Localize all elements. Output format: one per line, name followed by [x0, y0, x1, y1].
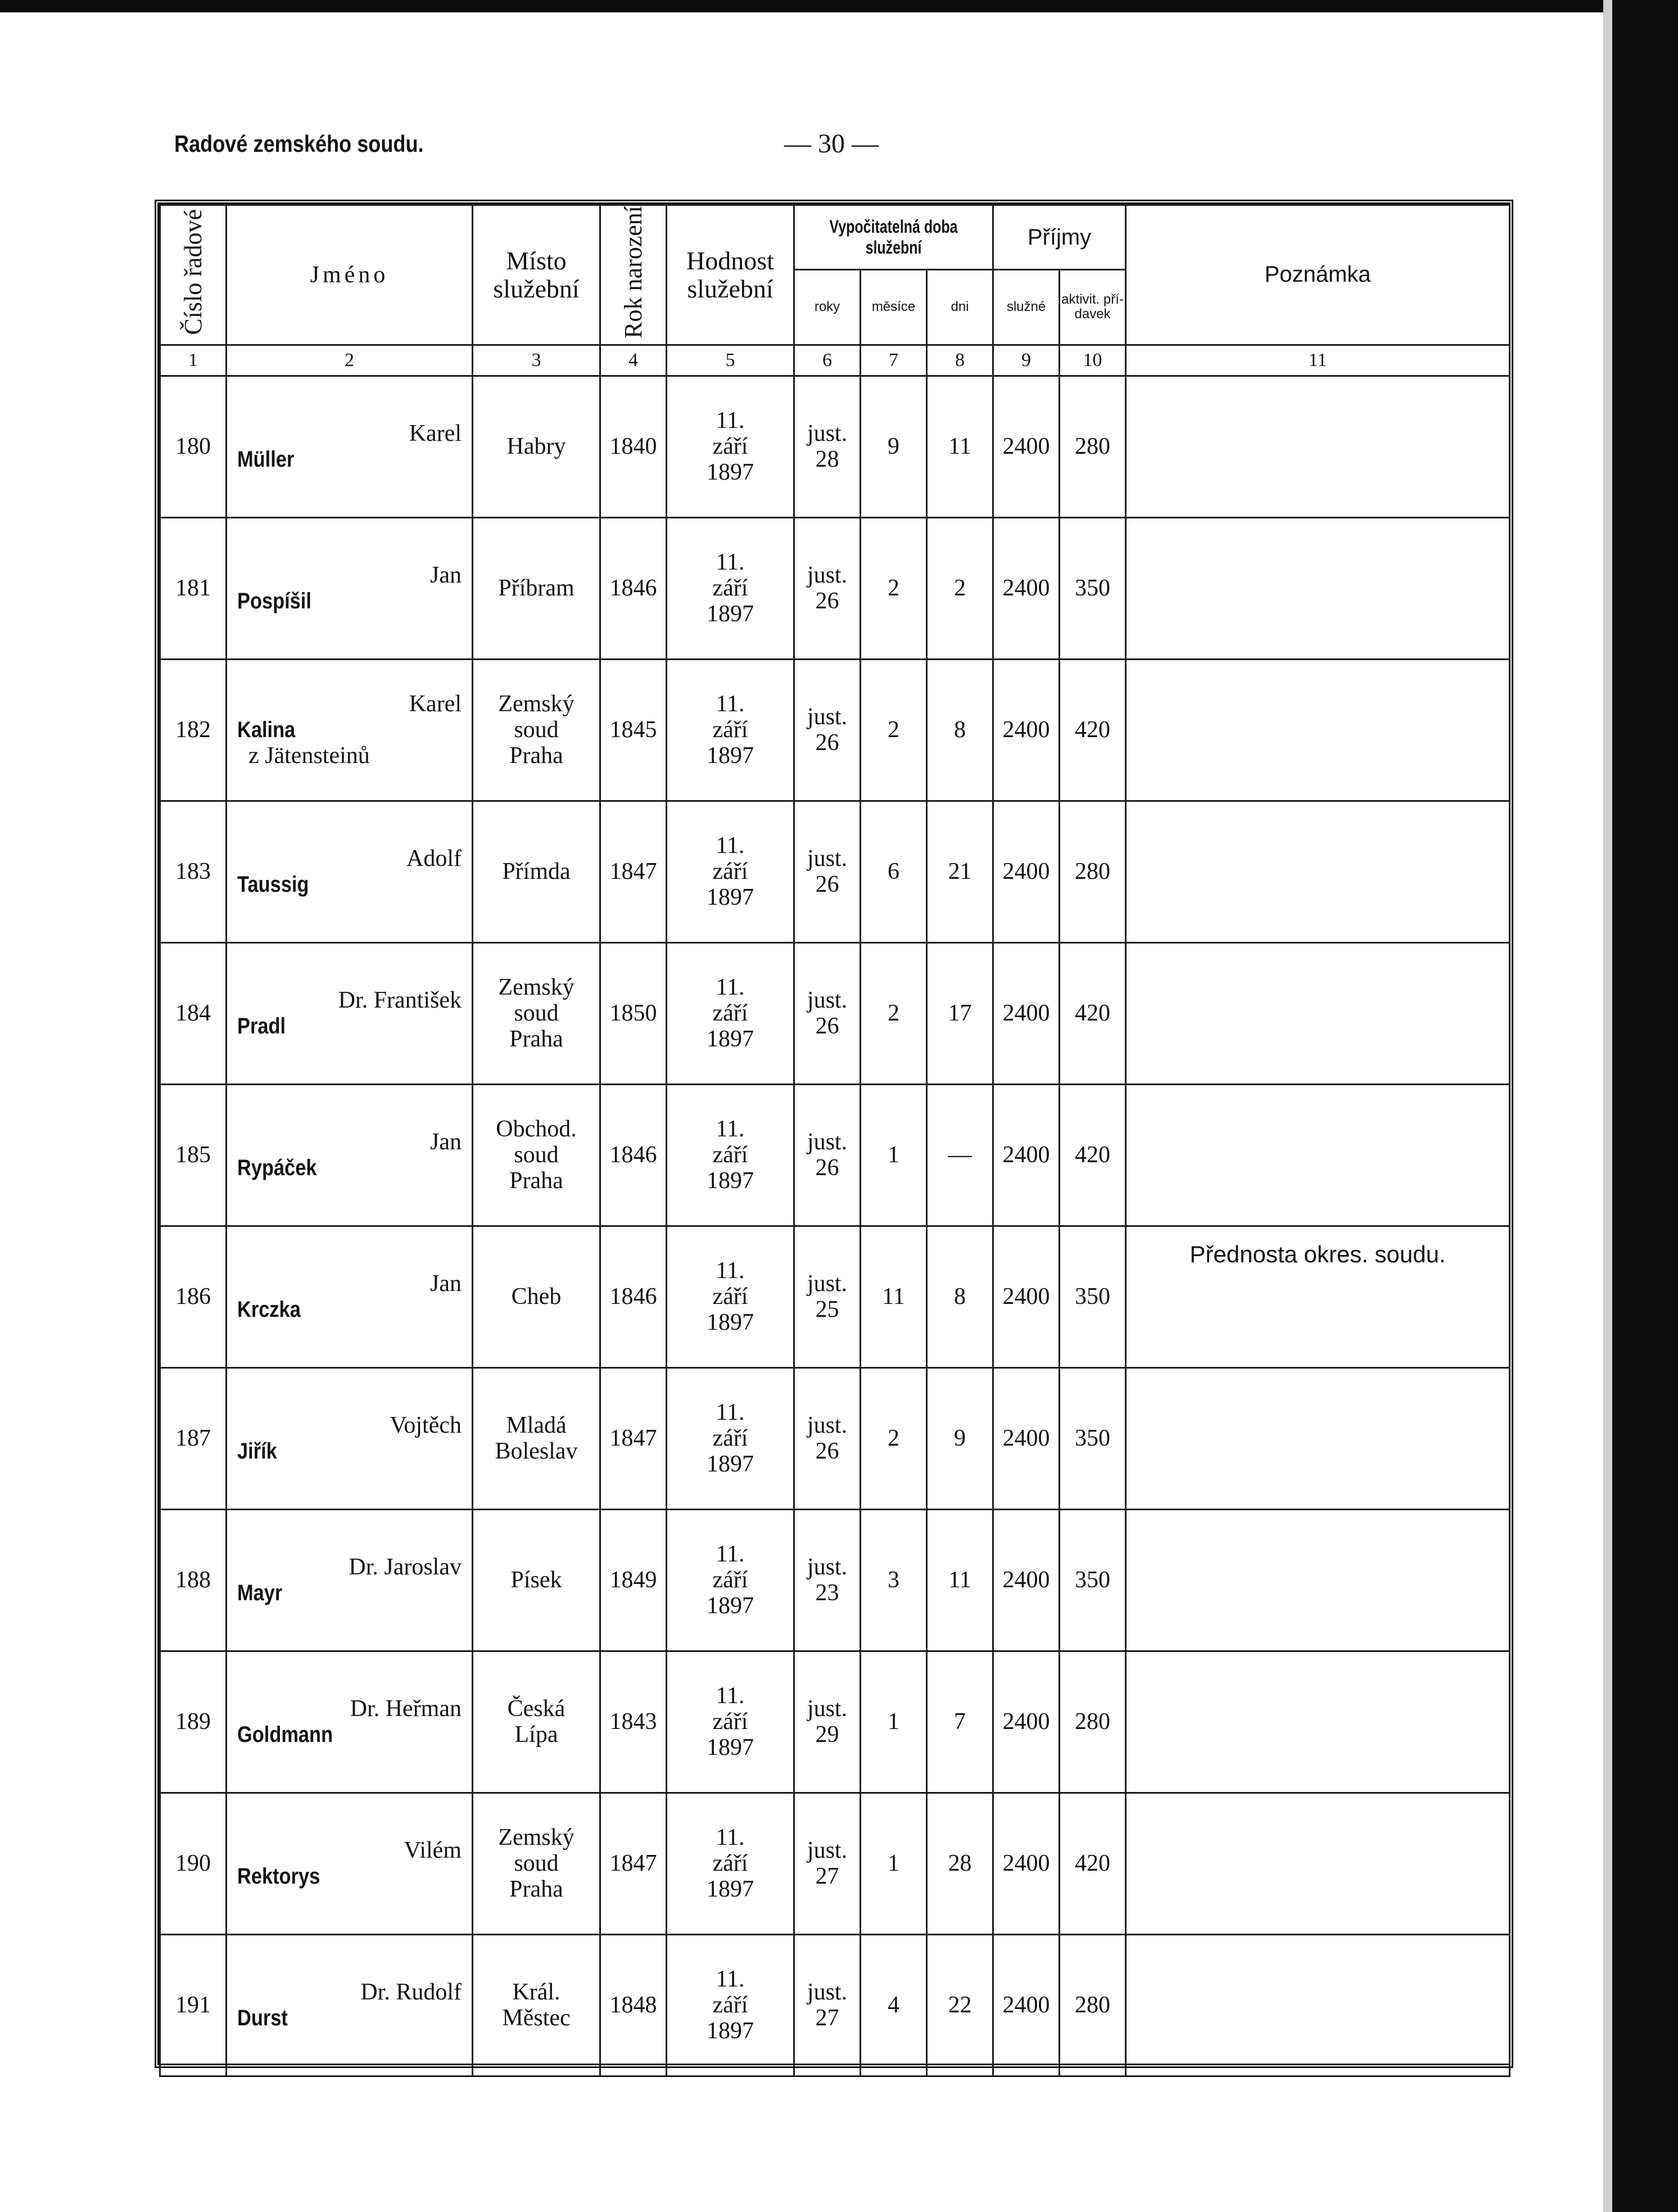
- activity-allowance: 350: [1060, 517, 1126, 659]
- service-rank-date: 11. září 1897: [667, 1509, 794, 1651]
- name-cell: [227, 1367, 473, 1509]
- service-months: 1: [861, 1084, 927, 1226]
- row-number: 183: [160, 801, 227, 942]
- salary: 2400: [993, 1651, 1060, 1793]
- birth-year: 1847: [600, 801, 667, 942]
- service-days: 2: [927, 517, 993, 659]
- given-name: Vojtěch: [390, 1412, 462, 1439]
- table-row: [160, 1793, 1510, 1934]
- activity-allowance: 420: [1060, 1084, 1126, 1226]
- scan-border-right: [1612, 0, 1678, 2212]
- surname: Jiřík: [237, 1439, 277, 1464]
- table-row: [160, 1934, 1510, 2076]
- row-number: 181: [160, 517, 227, 659]
- service-place: Zemský soud Praha: [473, 942, 600, 1084]
- remark: [1126, 659, 1510, 801]
- remark: [1126, 1651, 1510, 1793]
- col-head-sluzne: služné: [993, 270, 1060, 345]
- activity-allowance: 420: [1060, 1793, 1126, 1934]
- given-name: Jan: [430, 1129, 462, 1155]
- column-number: 5: [667, 345, 794, 376]
- surname: Rypáček: [237, 1155, 317, 1181]
- salary: 2400: [993, 1084, 1060, 1226]
- given-name: Dr. Heřman: [350, 1696, 462, 1722]
- activity-allowance: 280: [1060, 1651, 1126, 1793]
- remark: [1126, 942, 1510, 1084]
- column-number: 6: [794, 345, 861, 376]
- column-number: 11: [1126, 345, 1510, 376]
- column-number: 3: [473, 345, 600, 376]
- table-row: [160, 1084, 1510, 1226]
- col-head-rok: Rok narození: [600, 205, 667, 345]
- service-months: 9: [861, 376, 927, 517]
- surname: Krczka: [237, 1297, 301, 1322]
- service-rank-date: 11. září 1897: [667, 1793, 794, 1934]
- given-name: Dr. Rudolf: [360, 1979, 462, 2006]
- salary: 2400: [993, 659, 1060, 801]
- table-row: [160, 1226, 1510, 1367]
- service-place: Zemský soud Praha: [473, 659, 600, 801]
- birth-year: 1847: [600, 1367, 667, 1509]
- activity-allowance: 280: [1060, 801, 1126, 942]
- row-number: 185: [160, 1084, 227, 1226]
- row-number: 188: [160, 1509, 227, 1651]
- service-place: Habry: [473, 376, 600, 517]
- column-number: 2: [227, 345, 473, 376]
- service-rank-date: 11. září 1897: [667, 942, 794, 1084]
- service-years: just. 26: [794, 942, 861, 1084]
- salary: 2400: [993, 376, 1060, 517]
- service-days: 11: [927, 376, 993, 517]
- surname: Taussig: [237, 872, 309, 897]
- service-years: just. 27: [794, 1934, 861, 2076]
- service-years: just. 27: [794, 1793, 861, 1934]
- salary: 2400: [993, 1226, 1060, 1367]
- service-days: 9: [927, 1367, 993, 1509]
- activity-allowance: 420: [1060, 659, 1126, 801]
- name-cell: [227, 801, 473, 942]
- salary: 2400: [993, 517, 1060, 659]
- remark: [1126, 1084, 1510, 1226]
- table-row: [160, 1651, 1510, 1793]
- remark: Přednosta okres. soudu.: [1126, 1226, 1510, 1367]
- name-cell: [227, 1509, 473, 1651]
- service-rank-date: 11. září 1897: [667, 801, 794, 942]
- service-years: just. 26: [794, 1084, 861, 1226]
- birth-year: 1847: [600, 1793, 667, 1934]
- activity-allowance: 350: [1060, 1226, 1126, 1367]
- service-years: just. 23: [794, 1509, 861, 1651]
- activity-allowance: 350: [1060, 1509, 1126, 1651]
- service-place: Česká Lípa: [473, 1651, 600, 1793]
- col-head-misto: Místo služební: [473, 205, 600, 345]
- surname: Pospíšil: [237, 589, 311, 614]
- birth-year: 1849: [600, 1509, 667, 1651]
- name-cell: [227, 942, 473, 1084]
- service-months: 2: [861, 659, 927, 801]
- remark: [1126, 1934, 1510, 2076]
- service-days: 11: [927, 1509, 993, 1651]
- service-years: just. 26: [794, 517, 861, 659]
- given-name: Karel: [409, 691, 462, 717]
- given-name: Jan: [430, 1271, 462, 1297]
- service-place: Přímda: [473, 801, 600, 942]
- service-months: 1: [861, 1793, 927, 1934]
- col-head-hodnost: Hodnost služební: [667, 205, 794, 345]
- row-number: 182: [160, 659, 227, 801]
- remark: [1126, 1509, 1510, 1651]
- row-number: 180: [160, 376, 227, 517]
- salary: 2400: [993, 801, 1060, 942]
- activity-allowance: 350: [1060, 1367, 1126, 1509]
- remark: [1126, 376, 1510, 517]
- service-rank-date: 11. září 1897: [667, 1934, 794, 2076]
- column-number: 1: [160, 345, 227, 376]
- column-number: 7: [861, 345, 927, 376]
- row-number: 186: [160, 1226, 227, 1367]
- name-cell: [227, 1934, 473, 2076]
- table-row: [160, 942, 1510, 1084]
- ledger-frame: [155, 200, 1513, 2068]
- birth-year: 1840: [600, 376, 667, 517]
- birth-year: 1846: [600, 517, 667, 659]
- service-place: Mladá Boleslav: [473, 1367, 600, 1509]
- col-head-poznamka: Poznámka: [1126, 205, 1510, 345]
- service-place: Písek: [473, 1509, 600, 1651]
- service-days: 28: [927, 1793, 993, 1934]
- service-months: 11: [861, 1226, 927, 1367]
- col-head-dni: dni: [927, 270, 993, 345]
- service-years: just. 26: [794, 1367, 861, 1509]
- activity-allowance: 420: [1060, 942, 1126, 1084]
- service-place: Obchod. soud Praha: [473, 1084, 600, 1226]
- register-table: [159, 204, 1510, 2077]
- service-place: Cheb: [473, 1226, 600, 1367]
- table-row: [160, 1367, 1510, 1509]
- col-head-cislo: Číslo řadové: [160, 205, 227, 345]
- table-row: [160, 517, 1510, 659]
- header-row-1: [160, 205, 1510, 270]
- col-head-roky: roky: [794, 270, 861, 345]
- service-rank-date: 11. září 1897: [667, 517, 794, 659]
- activity-allowance: 280: [1060, 376, 1126, 517]
- row-number: 184: [160, 942, 227, 1084]
- service-rank-date: 11. září 1897: [667, 1651, 794, 1793]
- service-place: Příbram: [473, 517, 600, 659]
- service-years: just. 26: [794, 801, 861, 942]
- service-days: —: [927, 1084, 993, 1226]
- service-rank-date: 11. září 1897: [667, 659, 794, 801]
- surname: Durst: [237, 2006, 288, 2031]
- remark: [1126, 1367, 1510, 1509]
- given-name: Dr. Jaroslav: [349, 1554, 462, 1581]
- name-cell: [227, 517, 473, 659]
- name-cell: [227, 1084, 473, 1226]
- salary: 2400: [993, 942, 1060, 1084]
- service-days: 8: [927, 659, 993, 801]
- remark: [1126, 1793, 1510, 1934]
- surname: Kalina: [237, 717, 296, 743]
- service-years: just. 26: [794, 659, 861, 801]
- service-days: 21: [927, 801, 993, 942]
- salary: 2400: [993, 1509, 1060, 1651]
- service-months: 2: [861, 517, 927, 659]
- column-number: 9: [993, 345, 1060, 376]
- remark: [1126, 801, 1510, 942]
- running-header: Radové zemského soudu.: [174, 130, 424, 157]
- scan-page-gutter: [1603, 0, 1612, 2212]
- service-place: Král. Městec: [473, 1934, 600, 2076]
- table-row: [160, 659, 1510, 801]
- salary: 2400: [993, 1367, 1060, 1509]
- name-cell: [227, 376, 473, 517]
- birth-year: 1848: [600, 1934, 667, 2076]
- service-years: just. 28: [794, 376, 861, 517]
- service-days: 7: [927, 1651, 993, 1793]
- service-days: 17: [927, 942, 993, 1084]
- remark: [1126, 517, 1510, 659]
- given-name: Karel: [409, 421, 462, 447]
- given-name: Dr. František: [338, 987, 462, 1014]
- col-head-aktivit: aktivit. pří- davek: [1060, 270, 1126, 345]
- name-cell: [227, 1226, 473, 1367]
- birth-year: 1850: [600, 942, 667, 1084]
- service-months: 6: [861, 801, 927, 942]
- service-rank-date: 11. září 1897: [667, 1367, 794, 1509]
- birth-year: 1846: [600, 1226, 667, 1367]
- row-number: 191: [160, 1934, 227, 2076]
- name-predicate: z Jätensteinů: [248, 743, 370, 769]
- given-name: Vilém: [404, 1838, 462, 1864]
- service-place: Zemský soud Praha: [473, 1793, 600, 1934]
- table-row: [160, 376, 1510, 517]
- col-head-mesice: měsíce: [861, 270, 927, 345]
- service-years: just. 25: [794, 1226, 861, 1367]
- col-head-jmeno: Jméno: [227, 205, 473, 345]
- col-head-doba-group: Vypočitatelná doba služební: [794, 205, 993, 270]
- service-rank-date: 11. září 1897: [667, 1226, 794, 1367]
- name-cell: [227, 659, 473, 801]
- service-months: 2: [861, 942, 927, 1084]
- surname: Goldmann: [237, 1722, 333, 1748]
- column-number: 8: [927, 345, 993, 376]
- surname: Müller: [237, 447, 295, 472]
- birth-year: 1845: [600, 659, 667, 801]
- service-days: 8: [927, 1226, 993, 1367]
- scan-border-top: [0, 0, 1678, 12]
- service-rank-date: 11. září 1897: [667, 1084, 794, 1226]
- row-number: 190: [160, 1793, 227, 1934]
- service-rank-date: 11. září 1897: [667, 376, 794, 517]
- service-months: 4: [861, 1934, 927, 2076]
- salary: 2400: [993, 1934, 1060, 2076]
- service-days: 22: [927, 1934, 993, 2076]
- table-row: [160, 801, 1510, 942]
- column-number-row: [160, 345, 1510, 376]
- service-months: 2: [861, 1367, 927, 1509]
- service-months: 3: [861, 1509, 927, 1651]
- col-head-prijmy-group: Příjmy: [993, 205, 1126, 270]
- column-number: 4: [600, 345, 667, 376]
- surname: Pradl: [237, 1014, 286, 1039]
- table-row: [160, 1509, 1510, 1651]
- column-number: 10: [1060, 345, 1126, 376]
- birth-year: 1843: [600, 1651, 667, 1793]
- name-cell: [227, 1651, 473, 1793]
- surname: Mayr: [237, 1581, 283, 1606]
- birth-year: 1846: [600, 1084, 667, 1226]
- row-number: 189: [160, 1651, 227, 1793]
- service-months: 1: [861, 1651, 927, 1793]
- service-years: just. 29: [794, 1651, 861, 1793]
- surname: Rektorys: [237, 1864, 320, 1889]
- given-name: Adolf: [406, 846, 462, 872]
- row-number: 187: [160, 1367, 227, 1509]
- given-name: Jan: [430, 562, 462, 589]
- activity-allowance: 280: [1060, 1934, 1126, 2076]
- name-cell: [227, 1793, 473, 1934]
- salary: 2400: [993, 1793, 1060, 1934]
- page-number: — 30 —: [784, 129, 879, 159]
